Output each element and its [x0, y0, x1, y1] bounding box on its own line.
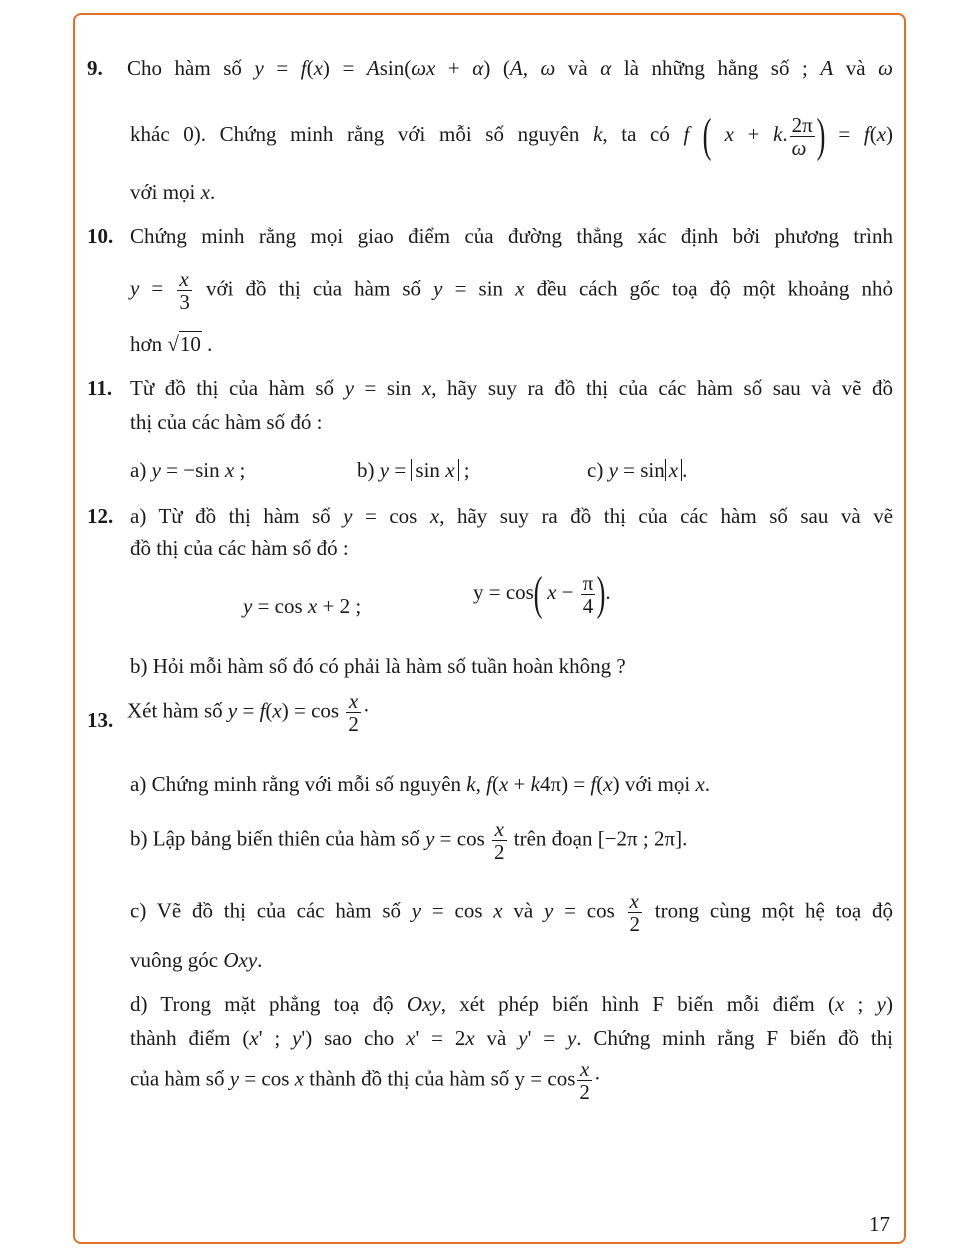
exercise-number: 10.	[87, 224, 114, 248]
exercise-13-part-b: b) Lập bảng biến thiên của hàm số y = cos $\frac{x}{2}$ trên đoạn [−2π ; 2π].	[130, 817, 688, 864]
exercise-12-line-2: đồ thị của các hàm số đó :	[130, 536, 349, 560]
formula-1: y = cos x + 2 ;	[243, 594, 362, 618]
exercise-13-part-a: a) Chứng minh rằng với mỗi số nguyên k, f(x + k4π) = f(x) với mọi x.	[130, 772, 711, 796]
exercise-10-line-2: y = $\frac{x}{3}$ với đồ thị của hàm số y = sin x đều cách gốc toạ độ một khoảng nhỏ	[130, 267, 894, 314]
exercise-11-line-1: Từ đồ thị của hàm số y = sin x, hãy suy ra đồ thị của các hàm số sau và vẽ đồ	[130, 376, 893, 400]
exercise-13-part-d-2: thành điểm (x' ; y') sao cho x' = 2x và y' = y. Chứng minh rằng F biến đồ thị	[130, 1026, 894, 1050]
exercise-12-part-b: b) Hỏi mỗi hàm số đó có phải là hàm số tuần hoàn không ?	[130, 654, 626, 678]
exercise-12-line-1: a) Từ đồ thị hàm số y = cos x, hãy suy ra đồ thị của các hàm số sau và vẽ	[130, 504, 894, 528]
exercise-9-line-2: khác 0). Chứng minh rằng với mỗi số nguyên k, ta có f ( x + k. $\frac{2\pi}{\omega}$ ) = f(x)	[130, 109, 894, 162]
exercise-number: 9.	[87, 56, 103, 80]
exercise-11-line-2: thị của các hàm số đó :	[130, 410, 323, 434]
exercise-13-line-1: Xét hàm số y = f(x) = cos $\frac{x}{2}$ ·	[127, 689, 370, 736]
formula-2: y = cos( x − $\frac{\pi}{4}$ ).	[473, 567, 611, 620]
page-number: 17	[869, 1212, 890, 1236]
exercise-13-part-c-2: vuông góc Oxy.	[130, 948, 263, 972]
exercise-10-line-3: hơn √10 .	[130, 332, 213, 356]
exercise-13-part-c: c) Vẽ đồ thị của các hàm số y = cos x và y = cos $\frac{x}{2}$ trong cùng một hệ toạ độ	[130, 889, 894, 936]
exercise-9-line-1: Cho hàm số y = f(x) = Asin(ωx + α) (A, ω và α là những hằng số ; A và ω	[127, 56, 893, 80]
exercise-9-line-3: với mọi x.	[130, 180, 216, 204]
exercise-number: 13.	[87, 708, 114, 732]
exercise-number: 12.	[87, 504, 114, 528]
exercise-13-part-d-1: d) Trong mặt phẳng toạ độ Oxy, xét phép biến hình F biến mỗi điểm (x ; y)	[130, 992, 893, 1016]
exercise-10-line-1: Chứng minh rằng mọi giao điểm của đường thẳng xác định bởi phương trình	[130, 224, 893, 248]
exercise-number: 11.	[87, 376, 113, 400]
exercise-13-part-d-3: của hàm số y = cos x thành đồ thị của hàm số y = cos $\frac{x}{2}$ ·	[130, 1057, 601, 1104]
